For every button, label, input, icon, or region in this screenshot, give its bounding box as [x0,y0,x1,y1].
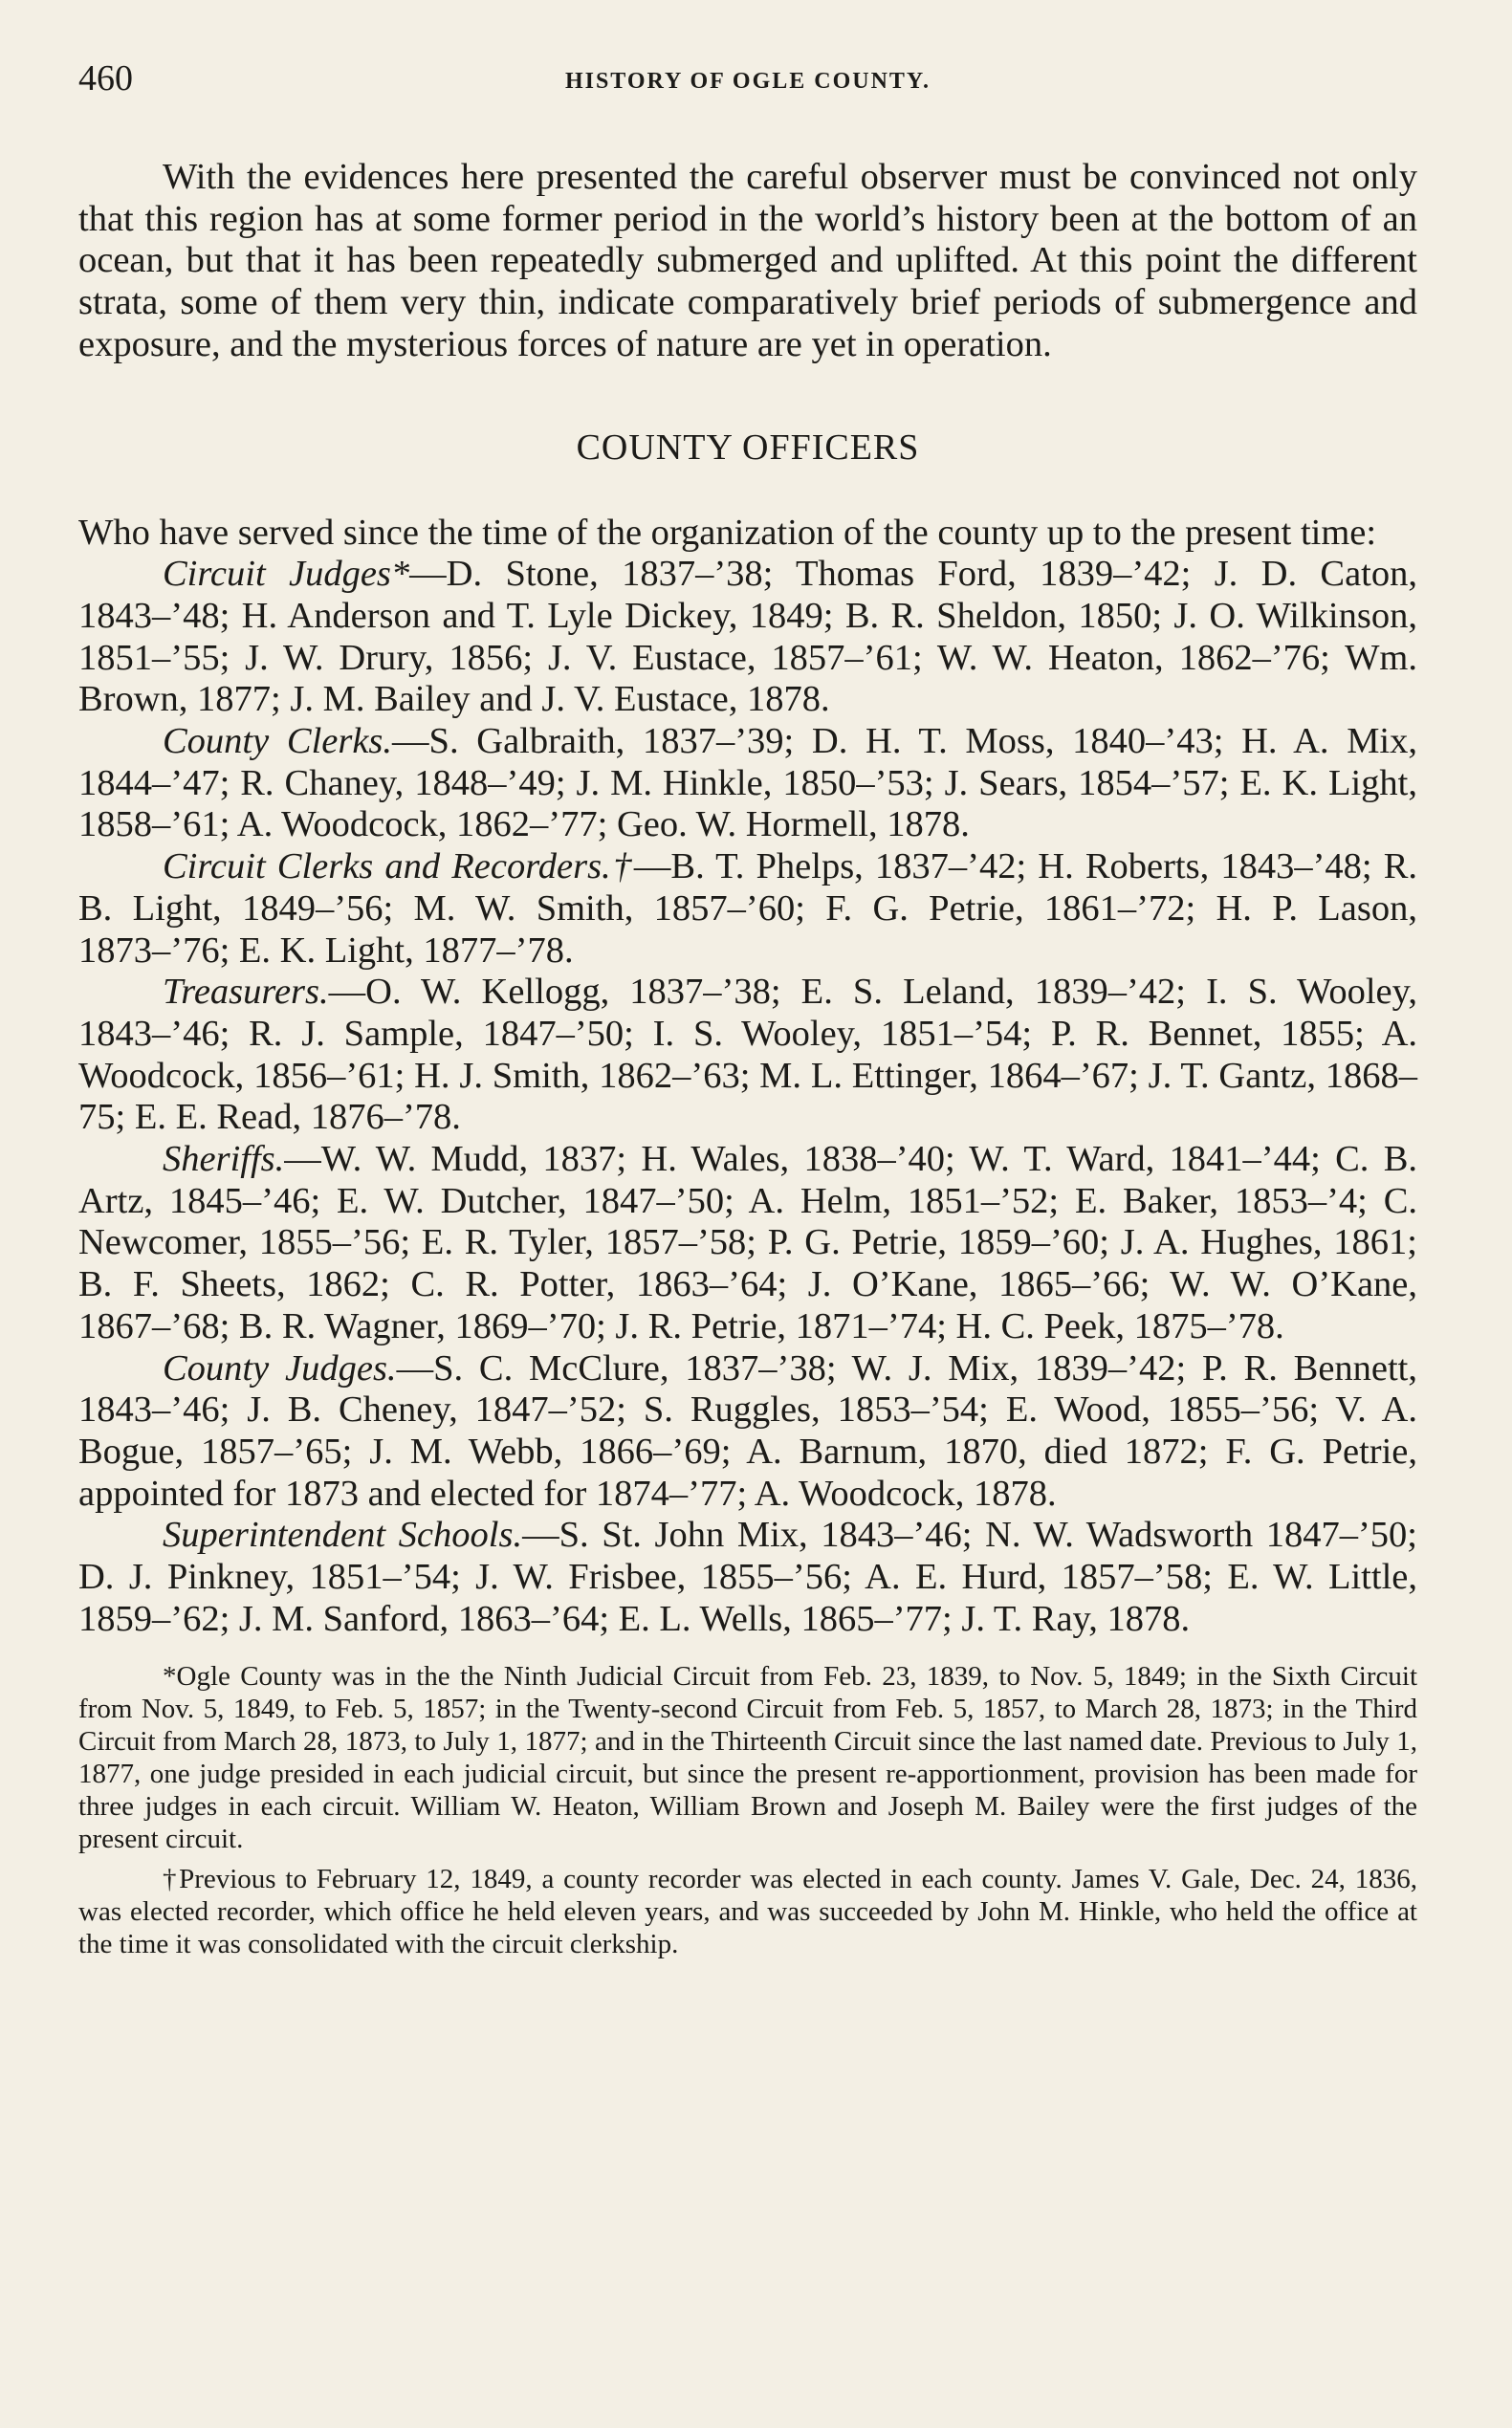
office-holders: —D. Stone, 1837–’38; Thomas Ford, 1839–’42; J. D. Caton, 1843–’48; H. Anderson and T. Lyle Dickey, 1849; B. R. Sheldon, 1850; J. O. Wilkinson, 1851–’55; J. W. Drury, 1856; J. V. Eustace, 1857–’61; W. W. Heaton, 1862–’76; Wm. Brown, 1877; J. M. Bailey and J. V. Eustace, 1878. [78,554,1418,720]
footnote-recorder: †Previous to February 12, 1849, a county recorder was elected in each county. James V. Gale, Dec. 24, 1836, was elected recorder, which office he held eleven years, and was succeeded by John M. Hinkle, who held the office at the time it was consolidated with the circuit clerkship. [78,1863,1417,1959]
office-title: Superintendent Schools. [163,1515,523,1556]
office-holders: —B. T. Phelps, 1837–’42; H. Roberts, 1843–’48; R. B. Light, 1849–’56; M. W. Smith, 1857–’60; F. G. Petrie, 1861–’72; H. P. Lason, 1873–’76; E. K. Light, 1877–’78. [78,846,1417,971]
entry-treasurers [78,972,1417,1139]
office-title: Sheriffs. [163,1139,285,1180]
office-title: County Clerks. [163,721,393,762]
page-number: 460 [78,58,133,98]
office-title: Circuit Clerks and Recorders.† [163,846,634,887]
running-title: HISTORY OF OGLE COUNTY. [564,69,931,94]
entry-county-judges [78,1348,1417,1516]
entry-county-clerks [78,721,1417,846]
office-holders: —S. Galbraith, 1837–’39; D. H. T. Moss, 1840–’43; H. A. Mix, 1844–’47; R. Chaney, 1848–’49; J. M. Hinkle, 1850–’53; J. Sears, 1854–’57; E. K. Light, 1858–’61; A. Woodcock, 1862–’77; Geo. W. Hormell, 1878. [78,721,1417,845]
office-title: Circuit Judges* [163,554,410,595]
office-holders: —W. W. Mudd, 1837; H. Wales, 1838–’40; W. T. Ward, 1841–’44; C. B. Artz, 1845–’46; E. W. Dutcher, 1847–’50; A. Helm, 1851–’52; E. Baker, 1853–’4; C. Newcomer, 1855–’56; E. R. Tyler, 1857–’58; P. G. Petrie, 1859–’60; J. A. Hughes, 1861; B. F. Sheets, 1862; C. R. Potter, 1863–’64; J. O’Kane, 1865–’66; W. W. O’Kane, 1867–’68; B. R. Wagner, 1869–’70; J. R. Petrie, 1871–’74; H. C. Peek, 1875–’78. [78,1139,1417,1346]
entry-circuit-clerks-recorders [78,846,1417,972]
entry-circuit-judges [78,554,1417,721]
running-header [78,57,1417,111]
entry-sheriffs [78,1139,1417,1348]
intro-paragraph: With the evidences here presented the careful observer must be convinced not only that this region has at some former period in the world’s history been at the bottom of an ocean, but that it has been repeatedly submerged and uplifted. At this point the different strata, some of them very thin, indicate comparatively brief periods of submergence and exposure, and the mysterious forces of nature are yet in operation. [78,157,1417,364]
footnotes [78,1660,1417,1960]
section-lead: Who have served since the time of the organization of the county up to the present time: [78,512,1377,553]
office-holders: —S. St. John Mix, 1843–’46; N. W. Wadsworth 1847–’50; D. J. Pinkney, 1851–’54; J. W. Frisbee, 1855–’56; A. E. Hurd, 1857–’58; E. W. Little, 1859–’62; J. M. Sanford, 1863–’64; E. L. Wells, 1865–’77; J. T. Ray, 1878. [78,1515,1417,1639]
office-title: Treasurers. [163,972,329,1013]
entry-superintendent-schools [78,1515,1417,1640]
office-title: County Judges. [163,1347,397,1389]
book-page [78,57,1417,1968]
office-holders: —S. C. McClure, 1837–’38; W. J. Mix, 1839–’42; P. R. Bennett, 1843–’46; J. B. Cheney, 1847–’52; S. Ruggles, 1853–’54; E. Wood, 1855–’56; V. A. Bogue, 1857–’65; J. M. Webb, 1866–’69; A. Barnum, 1870, died 1872; F. G. Petrie, appointed for 1873 and elected for 1874–’77; A. Woodcock, 1878. [78,1347,1418,1514]
office-holders: —O. W. Kellogg, 1837–’38; E. S. Leland, 1839–’42; I. S. Wooley, 1843–’46; R. J. Sample, 1847–’50; I. S. Wooley, 1851–’54; P. R. Bennet, 1855; A. Woodcock, 1856–’61; H. J. Smith, 1862–’63; M. L. Ettinger, 1864–’67; J. T. Gantz, 1868–75; E. E. Read, 1876–’78. [78,972,1417,1138]
footnote-circuit: *Ogle County was in the the Ninth Judicial Circuit from Feb. 23, 1839, to Nov. 5, 1849; in the Sixth Circuit from Nov. 5, 1849, to Feb. 5, 1857; in the Twenty-second Circuit from Feb. 5, 1857, to March 28, 1873; in the Third Circuit from March 28, 1873, to July 1, 1877; and in the Thirteenth Circuit since the last named date. Previous to July 1, 1877, one judge presided in each judicial circuit, but since the present re-apportionment, provision has been made for three judges in each circuit. William W. Heaton, William Brown and Joseph M. Bailey were the first judges of the present circuit. [78,1660,1417,1854]
section-heading: COUNTY OFFICERS [576,427,920,468]
